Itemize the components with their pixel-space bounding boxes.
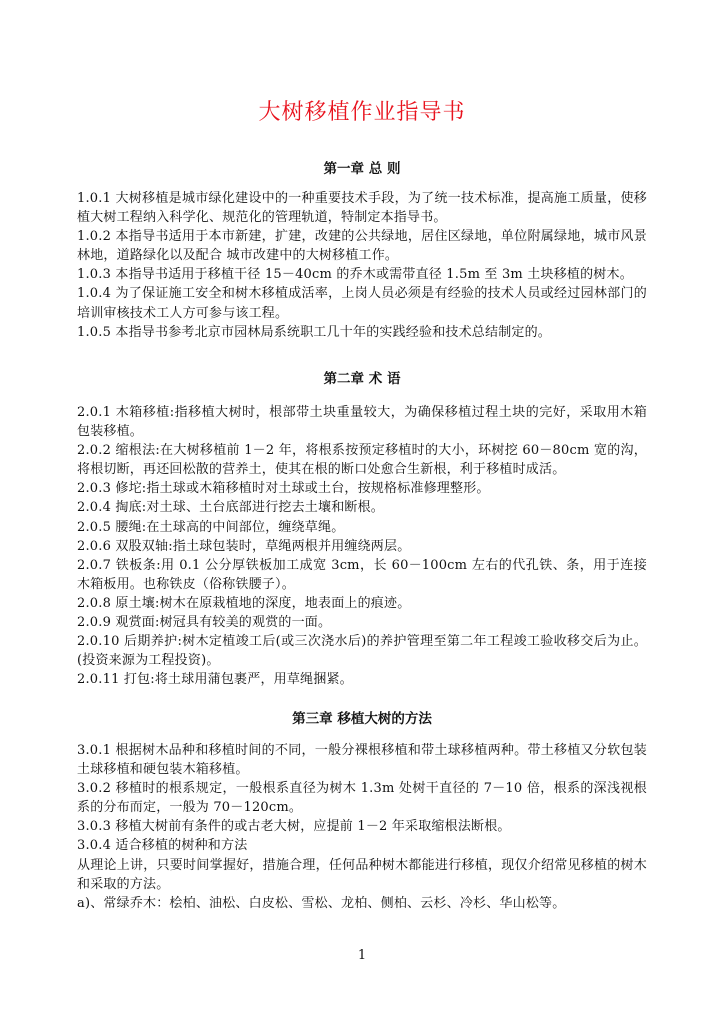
chapter-2-heading: 第二章 术 语 (323, 371, 401, 387)
paragraph: 3.0.2 移植时的根系规定，一般根系直径为树木 1.3m 处树干直径的 7－10 倍，根系的深浅视根系的分布而定，一般为 70－120cm。 (77, 781, 647, 816)
paragraph: 3.0.4 适合移植的树种和方法 (77, 838, 248, 854)
paragraph: 2.0.8 原土壤:树木在原栽植地的深度，地表面上的痕迹。 (77, 595, 411, 611)
paragraph: 2.0.3 修坨:指土球或木箱移植时对土球或土台，按规格标准修理整形。 (77, 481, 490, 497)
paragraph: 2.0.7 铁板条:用 0.1 公分厚铁板加工成宽 3cm，长 60－100cm 左右的代孔铁、条，用于连接木箱板用。也称铁皮（俗称铁腰子）。 (77, 557, 647, 592)
chapter-1-heading: 第一章 总 则 (323, 161, 401, 177)
paragraph: 1.0.4 为了保证施工安全和树木移植成活率，上岗人员必须是有经验的技术人员或经过园林部门的培训审核技术工人方可参与该工程。 (77, 286, 647, 321)
chapter-2-body (77, 403, 647, 689)
paragraph: 2.0.11 打包:将土球用蒲包裹严，用草绳捆紧。 (77, 672, 353, 688)
paragraph: 2.0.1 木箱移植:指移植大树时，根部带土块重量较大，为确保移植过程土块的完好，采取用木箱包装移植。 (77, 405, 647, 440)
paragraph: 1.0.2 本指导书适用于本市新建，扩建，改建的公共绿地，居住区绿地，单位附属绿地，城市风景林地，道路绿化以及配合 城市改建中的大树移植工作。 (77, 229, 647, 264)
chapter-3-body (77, 741, 647, 913)
document-title: 大树移植作业指导书 (258, 100, 466, 125)
chapter-1-body (77, 189, 647, 342)
paragraph: 从理论上讲，只要时间掌握好，措施合理，任何品种树木都能进行移植，现仅介绍常见移植的树木和采取的方法。 (77, 857, 647, 892)
paragraph: 2.0.5 腰绳:在土球高的中间部位，缠绕草绳。 (77, 519, 345, 535)
paragraph: a)、常绿乔木：桧柏、油松、白皮松、雪松、龙柏、侧柏、云杉、冷杉、华山松等。 (77, 895, 566, 911)
paragraph: 2.0.9 观赏面:树冠具有较美的观赏的一面。 (77, 615, 332, 631)
paragraph: 2.0.10 后期养护:树木定植竣工后(或三次浇水后)的养护管理至第二年工程竣工验收移交后为止。(投资来源为工程投资)。 (77, 634, 647, 669)
paragraph: 2.0.2 缩根法:在大树移植前 1－2 年，将根系按预定移植时的大小，环树挖 60－80cm 宽的沟，将根切断，再还回松散的营养土，使其在根的断口处愈合生新根，利于移植时成活。 (77, 443, 647, 478)
paragraph: 2.0.6 双股双轴:指土球包装时，草绳两根并用缠绕两层。 (77, 538, 411, 554)
paragraph: 1.0.1 大树移植是城市绿化建设中的一种重要技术手段，为了统一技术标准，提高施工质量，使移植大树工程纳入科学化、规范化的管理轨道，特制定本指导书。 (77, 191, 647, 226)
paragraph: 2.0.4 掏底:对土球、土台底部进行挖去土壤和断根。 (77, 500, 384, 516)
paragraph: 1.0.5 本指导书参考北京市园林局系统职工几十年的实践经验和技术总结制定的。 (77, 324, 552, 340)
paragraph: 3.0.3 移植大树前有条件的或古老大树，应提前 1－2 年采取缩根法断根。 (77, 819, 511, 835)
chapter-3-heading: 第三章 移植大树的方法 (292, 711, 432, 727)
paragraph: 1.0.3 本指导书适用于移植干径 15－40cm 的乔木或需带直径 1.5m 至 3m 土块移植的树木。 (77, 267, 633, 283)
paragraph: 3.0.1 根据树木品种和移植时间的不同，一般分裸根移植和带土球移植两种。带土移植又分软包装土球移植和硬包装木箱移植。 (77, 743, 647, 778)
page-number: 1 (357, 948, 367, 963)
